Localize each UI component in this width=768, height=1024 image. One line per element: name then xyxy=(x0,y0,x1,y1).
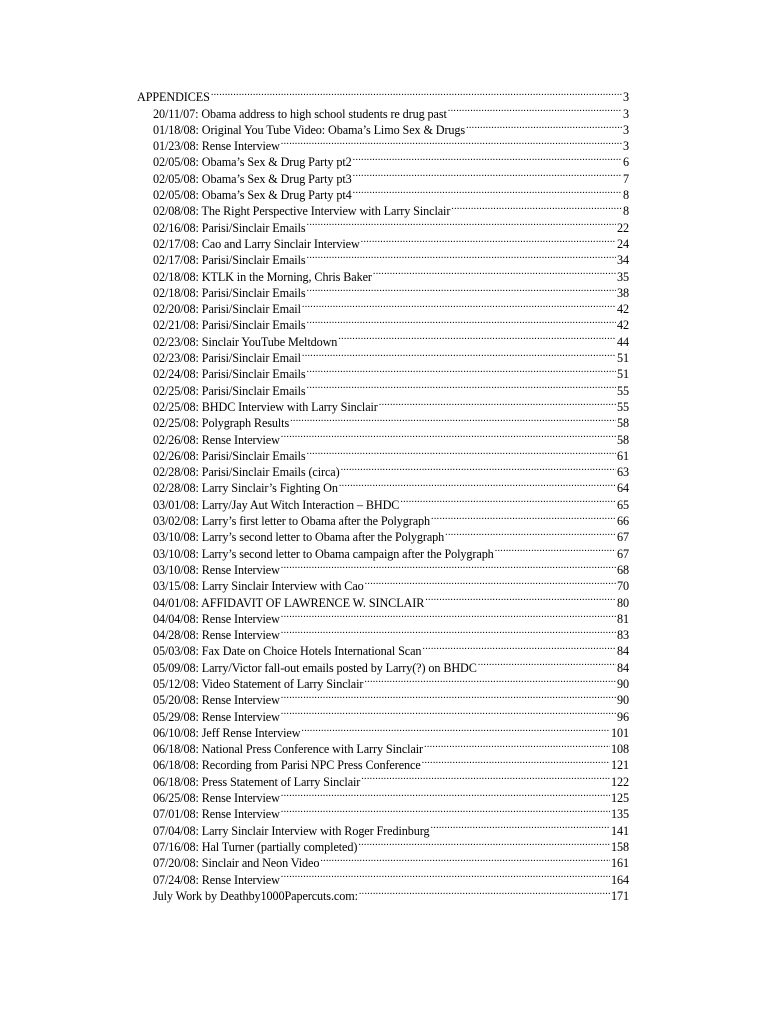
toc-dot-leader xyxy=(307,362,616,378)
toc-entry-title: 02/26/08: Parisi/Sinclair Emails xyxy=(153,448,306,463)
toc-heading-row[interactable] xyxy=(137,85,629,105)
toc-entry-page-number: 51 xyxy=(617,367,629,382)
toc-dot-leader xyxy=(341,460,616,476)
toc-dot-leader xyxy=(400,492,616,508)
toc-entry-page-number: 38 xyxy=(617,285,629,300)
toc-dot-leader xyxy=(301,721,610,737)
toc-entry-page-number: 158 xyxy=(611,839,629,854)
toc-entry-page-number: 3 xyxy=(623,122,629,137)
toc-entry-title: 05/29/08: Rense Interview xyxy=(153,709,280,724)
toc-dot-leader xyxy=(281,134,622,150)
toc-entry-title: 06/25/08: Rense Interview xyxy=(153,791,280,806)
toc-dot-leader xyxy=(353,150,622,166)
toc-entry-title: 06/10/08: Jeff Rense Interview xyxy=(153,725,301,740)
toc-entry-page-number: 67 xyxy=(617,546,629,561)
toc-entry-title: 07/16/08: Hal Turner (partially completed) xyxy=(153,839,358,854)
toc-entry-title: 02/23/08: Sinclair YouTube Meltdown xyxy=(153,334,338,349)
toc-entry-page-number: 7 xyxy=(623,171,629,186)
toc-entry-title: 02/17/08: Parisi/Sinclair Emails xyxy=(153,253,306,268)
table-of-contents xyxy=(137,85,629,903)
toc-entry-page-number: 3 xyxy=(623,106,629,121)
toc-entry-page-number: 66 xyxy=(617,514,629,529)
toc-dot-leader xyxy=(320,851,610,867)
toc-dot-leader xyxy=(466,118,622,134)
toc-entry-title: 03/10/08: Larry’s second letter to Obama after the Polygraph xyxy=(153,530,445,545)
toc-entry-page-number: 68 xyxy=(617,562,629,577)
toc-dot-leader xyxy=(211,85,622,101)
toc-entry-title: 04/04/08: Rense Interview xyxy=(153,611,280,626)
toc-entry-title: 02/21/08: Parisi/Sinclair Emails xyxy=(153,318,306,333)
toc-entry-title: 02/28/08: Larry Sinclair’s Fighting On xyxy=(153,481,338,496)
toc-entry-title: 04/28/08: Rense Interview xyxy=(153,628,280,643)
toc-dot-leader xyxy=(307,215,616,231)
toc-entry-title: 01/23/08: Rense Interview xyxy=(153,139,280,154)
toc-dot-leader xyxy=(445,525,616,541)
toc-entry-title: 02/28/08: Parisi/Sinclair Emails (circa) xyxy=(153,465,340,480)
toc-entry-page-number: 67 xyxy=(617,530,629,545)
toc-dot-leader xyxy=(422,753,610,769)
toc-entry-page-number: 101 xyxy=(611,725,629,740)
toc-entry-page-number: 141 xyxy=(611,823,629,838)
toc-entry-title: 01/18/08: Original You Tube Video: Obama’s Limo Sex & Drugs xyxy=(153,122,466,137)
toc-dot-leader xyxy=(307,248,616,264)
toc-dot-leader xyxy=(431,509,616,525)
toc-entry-title: 06/18/08: Recording from Parisi NPC Press Conference xyxy=(153,758,421,773)
toc-entry-title: 02/16/08: Parisi/Sinclair Emails xyxy=(153,220,306,235)
toc-entry-page-number: 108 xyxy=(611,742,629,757)
toc-dot-leader xyxy=(364,672,616,688)
toc-entry-title: 07/01/08: Rense Interview xyxy=(153,807,280,822)
toc-dot-leader xyxy=(307,281,616,297)
toc-entry-title: 04/01/08: AFFIDAVIT OF LAWRENCE W. SINCLAIR xyxy=(153,595,425,610)
toc-entry-page-number: 55 xyxy=(617,399,629,414)
toc-dot-leader xyxy=(281,867,610,883)
toc-entry-title: 06/18/08: Press Statement of Larry Sinclair xyxy=(153,774,361,789)
toc-entry-title: 07/20/08: Sinclair and Neon Video xyxy=(153,856,320,871)
toc-dot-leader xyxy=(281,802,610,818)
toc-dot-leader xyxy=(361,232,616,248)
toc-dot-leader xyxy=(425,590,616,606)
toc-entry-page-number: 58 xyxy=(617,432,629,447)
toc-entry-page-number: 122 xyxy=(611,774,629,789)
toc-entry-page-number: 63 xyxy=(617,465,629,480)
toc-entry-page-number: 8 xyxy=(623,204,629,219)
toc-dot-leader xyxy=(379,395,616,411)
toc-entry-title: 02/25/08: BHDC Interview with Larry Sinclair xyxy=(153,399,378,414)
toc-dot-leader xyxy=(373,264,616,280)
toc-entry-title: 02/25/08: Polygraph Results xyxy=(153,416,290,431)
toc-entry-page-number: 81 xyxy=(617,611,629,626)
toc-dot-leader xyxy=(353,166,622,182)
toc-dot-leader xyxy=(478,655,616,671)
toc-entry-page-number: 83 xyxy=(617,628,629,643)
toc-entry-page-number: 64 xyxy=(617,481,629,496)
toc-entry-title: 03/01/08: Larry/Jay Aut Witch Interaction – BHDC xyxy=(153,497,400,512)
toc-entry-title: 05/09/08: Larry/Victor fall-out emails posted by Larry(?) on BHDC xyxy=(153,660,477,675)
toc-dot-leader xyxy=(361,769,610,785)
toc-entry-title: 02/18/08: Parisi/Sinclair Emails xyxy=(153,285,306,300)
toc-entry-page-number: 3 xyxy=(623,90,629,105)
toc-dot-leader xyxy=(307,378,616,394)
toc-entry-title: 07/24/08: Rense Interview xyxy=(153,872,280,887)
toc-dot-leader xyxy=(339,476,616,492)
toc-entry-page-number: 3 xyxy=(623,139,629,154)
toc-entry-title: 02/20/08: Parisi/Sinclair Email xyxy=(153,302,301,317)
toc-entry-title: 02/18/08: KTLK in the Morning, Chris Baker xyxy=(153,269,372,284)
toc-entry-page-number: 55 xyxy=(617,383,629,398)
toc-entry-title: 03/15/08: Larry Sinclair Interview with Cao xyxy=(153,579,364,594)
toc-entry-page-number: 42 xyxy=(617,302,629,317)
toc-entry-page-number: 34 xyxy=(617,253,629,268)
toc-entry-title: 03/10/08: Rense Interview xyxy=(153,562,280,577)
toc-dot-leader xyxy=(281,688,616,704)
toc-entry-page-number: 164 xyxy=(611,872,629,887)
toc-entry-page-number: 135 xyxy=(611,807,629,822)
toc-entry-page-number: 70 xyxy=(617,579,629,594)
toc-entry-title: 02/23/08: Parisi/Sinclair Email xyxy=(153,351,301,366)
toc-dot-leader xyxy=(281,704,616,720)
toc-entry-title: 02/17/08: Cao and Larry Sinclair Interview xyxy=(153,236,360,251)
toc-dot-leader xyxy=(365,574,616,590)
toc-entry-title: 02/26/08: Rense Interview xyxy=(153,432,280,447)
toc-dot-leader xyxy=(290,411,616,427)
toc-dot-leader xyxy=(424,737,610,753)
toc-entry-page-number: 161 xyxy=(611,856,629,871)
toc-entry[interactable] xyxy=(137,101,629,121)
toc-entry-title: 02/05/08: Obama’s Sex & Drug Party pt3 xyxy=(153,171,352,186)
toc-entry-title: 20/11/07: Obama address to high school students re drug past xyxy=(153,106,447,121)
toc-dot-leader xyxy=(307,313,616,329)
toc-entry-page-number: 42 xyxy=(617,318,629,333)
toc-dot-leader xyxy=(281,786,610,802)
toc-entry-page-number: 84 xyxy=(617,644,629,659)
toc-entry-title: July Work by Deathby1000Papercuts.com: xyxy=(153,888,358,903)
toc-entry-title: 05/03/08: Fax Date on Choice Hotels International Scan xyxy=(153,644,422,659)
toc-entry-page-number: 61 xyxy=(617,448,629,463)
toc-dot-leader xyxy=(422,639,616,655)
toc-entry-title: APPENDICES xyxy=(137,90,210,105)
toc-dot-leader xyxy=(281,607,616,623)
toc-dot-leader xyxy=(448,101,622,117)
toc-dot-leader xyxy=(430,818,610,834)
toc-entry-page-number: 80 xyxy=(617,595,629,610)
toc-dot-leader xyxy=(281,427,616,443)
toc-entry-title: 02/05/08: Obama’s Sex & Drug Party pt4 xyxy=(153,188,352,203)
toc-dot-leader xyxy=(307,444,616,460)
toc-dot-leader xyxy=(451,199,622,215)
toc-entry-title: 02/08/08: The Right Perspective Interview with Larry Sinclair xyxy=(153,204,451,219)
toc-entry-title: 03/02/08: Larry’s first letter to Obama after the Polygraph xyxy=(153,514,431,529)
toc-entry-page-number: 35 xyxy=(617,269,629,284)
toc-entry-page-number: 51 xyxy=(617,351,629,366)
toc-entry-page-number: 171 xyxy=(611,888,629,903)
toc-entry-page-number: 96 xyxy=(617,709,629,724)
toc-entry-title: 02/05/08: Obama’s Sex & Drug Party pt2 xyxy=(153,155,352,170)
toc-dot-leader xyxy=(338,329,616,345)
toc-dot-leader xyxy=(302,297,616,313)
toc-dot-leader xyxy=(358,835,610,851)
toc-dot-leader xyxy=(353,183,622,199)
toc-entry-page-number: 24 xyxy=(617,236,629,251)
toc-entry-page-number: 65 xyxy=(617,497,629,512)
toc-entry-title: 05/20/08: Rense Interview xyxy=(153,693,280,708)
toc-entry-page-number: 22 xyxy=(617,220,629,235)
toc-dot-leader xyxy=(359,884,610,900)
toc-entry-page-number: 90 xyxy=(617,676,629,691)
toc-dot-leader xyxy=(302,346,616,362)
toc-entry-page-number: 121 xyxy=(611,758,629,773)
toc-dot-leader xyxy=(495,541,616,557)
toc-entry-title: 02/24/08: Parisi/Sinclair Emails xyxy=(153,367,306,382)
toc-entry-page-number: 8 xyxy=(623,188,629,203)
toc-entry-title: 05/12/08: Video Statement of Larry Sinclair xyxy=(153,676,364,691)
toc-entry-page-number: 125 xyxy=(611,791,629,806)
toc-entry-title: 02/25/08: Parisi/Sinclair Emails xyxy=(153,383,306,398)
toc-entry-title: 03/10/08: Larry’s second letter to Obama campaign after the Polygraph xyxy=(153,546,494,561)
toc-entry-page-number: 6 xyxy=(623,155,629,170)
toc-dot-leader xyxy=(281,623,616,639)
toc-entry-page-number: 84 xyxy=(617,660,629,675)
toc-entry-page-number: 90 xyxy=(617,693,629,708)
toc-entry-title: 06/18/08: National Press Conference with Larry Sinclair xyxy=(153,742,424,757)
toc-entry-page-number: 58 xyxy=(617,416,629,431)
toc-dot-leader xyxy=(281,558,616,574)
toc-entry-page-number: 44 xyxy=(617,334,629,349)
toc-entry-title: 07/04/08: Larry Sinclair Interview with Roger Fredinburg xyxy=(153,823,430,838)
